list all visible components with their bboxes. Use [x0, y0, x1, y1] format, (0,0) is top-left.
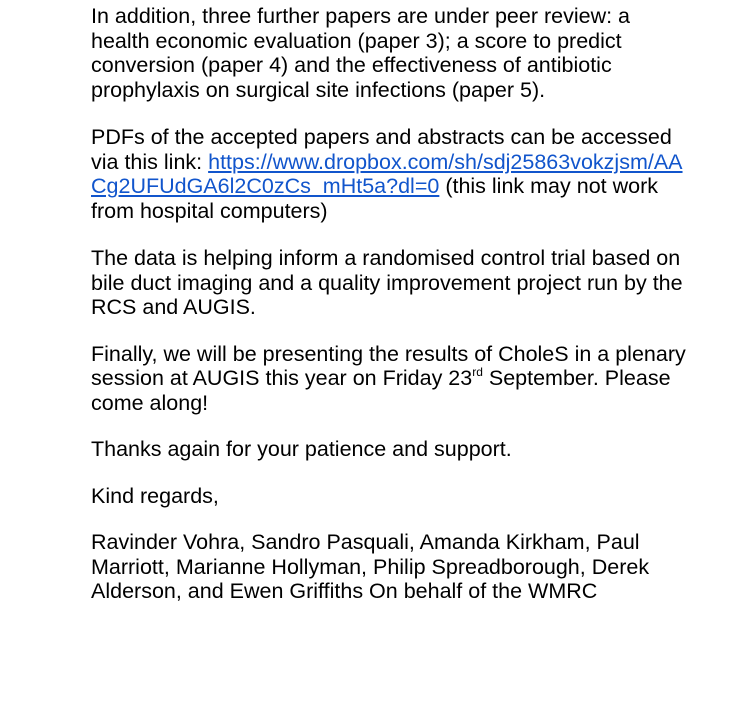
paragraph-regards: Kind regards,: [91, 483, 219, 508]
paragraph-finally: [91, 342, 691, 416]
letter-body: [91, 4, 691, 604]
paragraph-thanks: Thanks again for your patience and support.: [91, 437, 512, 461]
paragraph-signatories: Ravinder Vohra, Sandro Pasquali, Amanda Kirkham, Paul Marriott, Marianne Hollyman, Philip Spreadborough, Derek Alderson, and Ewen Griffiths On behalf of the WMRC: [91, 530, 650, 603]
finally-text-end: September. Please come along!: [91, 366, 671, 415]
pdfs-intro-text: PDFs of the accepted papers and abstracts can be accessed via this link:: [91, 125, 672, 174]
finally-text: Finally, we will be presenting the results of CholeS in a plenary session at AUGIS this year on Friday 23: [91, 341, 686, 390]
ordinal-suffix: rd: [472, 365, 483, 379]
paragraph-peer-review: In addition, three further papers are under peer review: a health economic evaluation (paper 3); a score to predict conversion (paper 4) and the effectiveness of antibiotic prophylaxis on surgical site infections (paper 5).: [91, 4, 631, 102]
dropbox-link[interactable]: https://www.dropbox.com/sh/sdj25863vokzjsm/AACg2UFUdGA6l2C0zCs_mHt5a?dl=0: [91, 149, 683, 198]
paragraph-trial: The data is helping inform a randomised control trial based on bile duct imaging and a quality improvement project run by the RCS and AUGIS.: [91, 246, 683, 319]
paragraph-pdfs: [91, 125, 691, 223]
pdfs-suffix-text: (this link may not work from hospital computers): [91, 174, 658, 223]
